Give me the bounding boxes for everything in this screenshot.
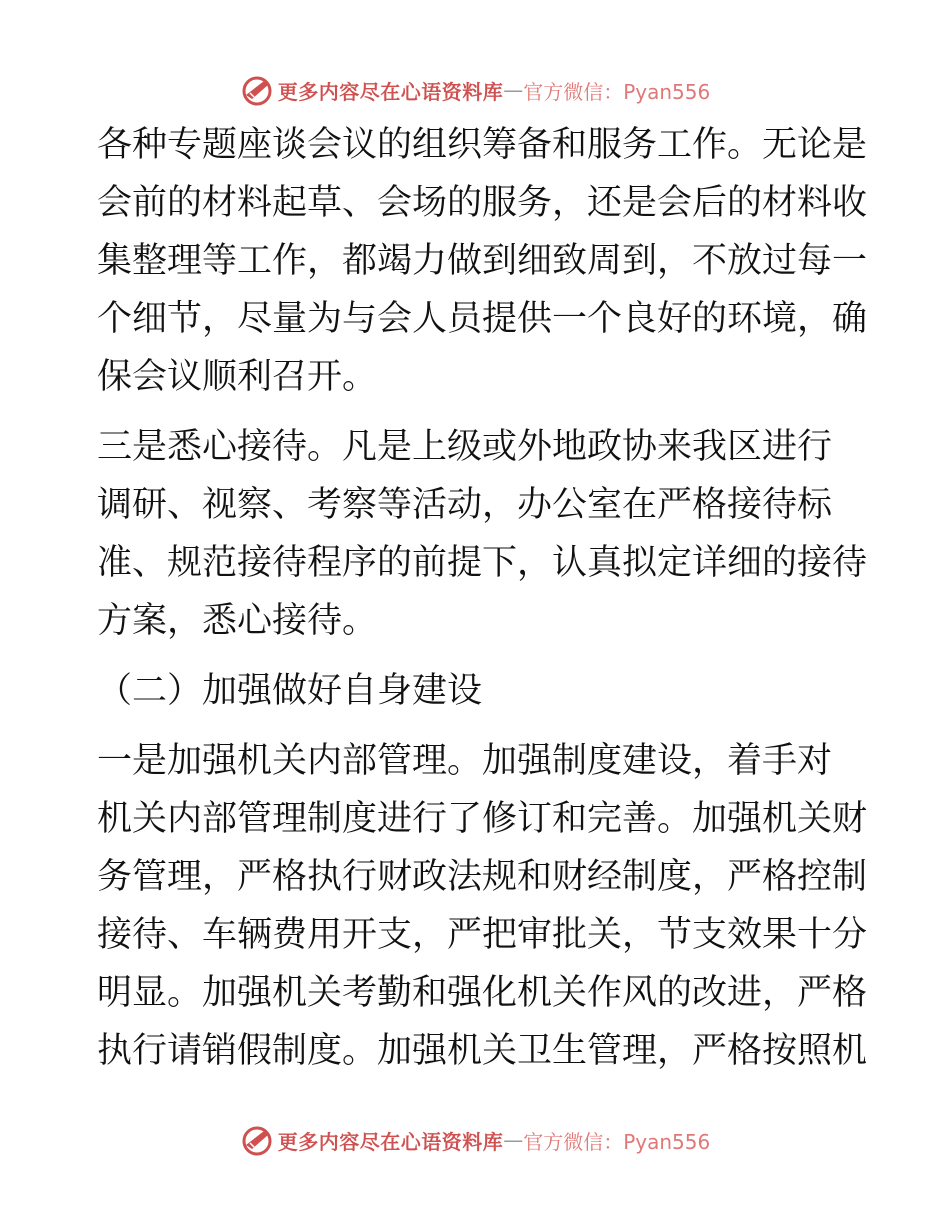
logo-circle-pen-icon — [240, 1123, 274, 1157]
text-line: 接待、车辆费用开支，严把审批关，节支效果十分 — [97, 915, 868, 955]
text-line: 会前的材料起草、会场的服务，还是会后的材料收 — [97, 183, 868, 223]
text-line: 调研、视察、考察等活动，办公室在严格接待标 — [97, 485, 833, 525]
paragraph-2 — [97, 418, 868, 650]
header-promo-text: 更多内容尽在心语资料库 — [277, 79, 504, 104]
header-dash: — — [503, 78, 524, 102]
header-contact-text: 官方微信：Pyan556 — [523, 79, 711, 104]
text-line: 三是悉心接待。凡是上级或外地政协来我区进行 — [97, 427, 833, 467]
text-line: 保会议顺利召开。 — [97, 357, 378, 397]
footer-dash: — — [503, 1128, 524, 1152]
text-line: 个细节，尽量为与会人员提供一个良好的环境，确 — [97, 299, 868, 339]
text-line: 各种专题座谈会议的组织筹备和服务工作。无论是 — [97, 125, 868, 165]
paragraph-3 — [97, 732, 868, 1080]
header-banner — [0, 70, 950, 110]
logo-circle-pen-icon — [240, 73, 274, 107]
footer-contact-text: 官方微信：Pyan556 — [523, 1129, 711, 1154]
text-line: 务管理，严格执行财政法规和财经制度，严格控制 — [97, 857, 868, 897]
text-line: 明显。加强机关考勤和强化机关作风的改进，严格 — [97, 973, 868, 1013]
text-line: 集整理等工作，都竭力做到细致周到，不放过每一 — [97, 241, 868, 281]
footer-promo-text: 更多内容尽在心语资料库 — [277, 1129, 504, 1154]
document-body — [97, 116, 868, 1080]
section-heading-text: （二）加强做好自身建设 — [97, 671, 483, 711]
footer-banner — [0, 1120, 950, 1160]
text-line: 执行请销假制度。加强机关卫生管理，严格按照机 — [97, 1031, 868, 1071]
text-line: 一是加强机关内部管理。加强制度建设，着手对 — [97, 741, 833, 781]
text-line: 方案，悉心接待。 — [97, 601, 378, 641]
text-line: 准、规范接待程序的前提下，认真拟定详细的接待 — [97, 543, 868, 583]
text-line: 机关内部管理制度进行了修订和完善。加强机关财 — [97, 799, 868, 839]
section-heading — [97, 662, 857, 720]
paragraph-1 — [97, 116, 868, 406]
